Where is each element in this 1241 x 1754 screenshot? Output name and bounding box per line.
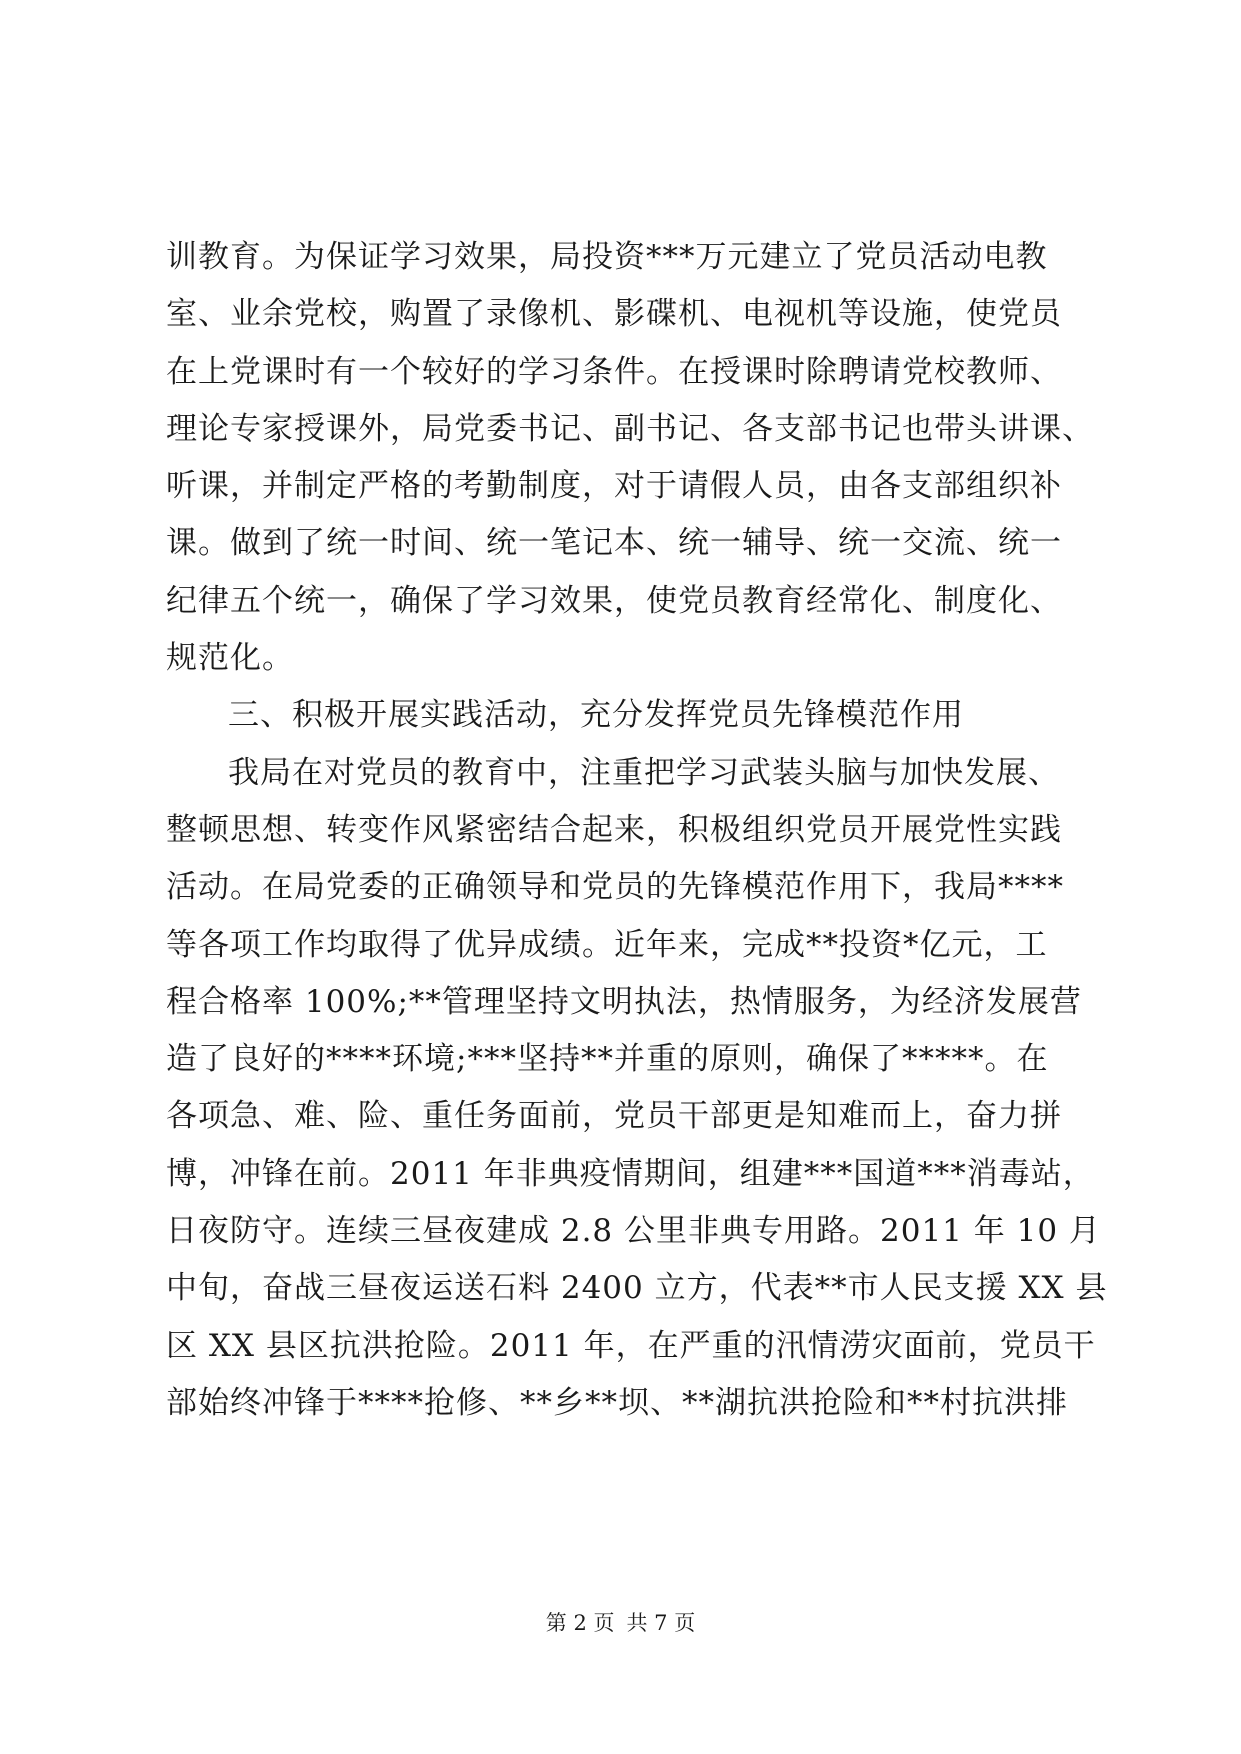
paragraph-2-line-6: 造了良好的****环境;***坚持**并重的原则，确保了*****。在 xyxy=(166,1041,1049,1078)
paragraph-2-line-11: 区 XX 县区抗洪抢险。2011 年，在严重的汛情涝灾面前，党员干 xyxy=(166,1327,1096,1364)
paragraph-2-line-12: 部始终冲锋于****抢修、**乡**坝、**湖抗洪抢险和**村抗洪排 xyxy=(166,1384,1068,1421)
page-footer xyxy=(0,1608,1241,1638)
paragraph-2-line-9: 日夜防守。连续三昼夜建成 2.8 公里非典专用路。2011 年 10 月 xyxy=(166,1213,1101,1250)
paragraph-2-line-1: 我局在对党员的教育中，注重把学习武装头脑与加快发展、 xyxy=(228,754,1060,791)
body-text xyxy=(166,229,1108,1432)
paragraph-1-line-6: 课。做到了统一时间、统一笔记本、统一辅导、统一交流、统一 xyxy=(166,525,1062,562)
section-heading: 三、积极开展实践活动，充分发挥党员先锋模范作用 xyxy=(228,697,964,734)
paragraph-2-line-3: 活动。在局党委的正确领导和党员的先锋模范作用下，我局**** xyxy=(166,869,1064,906)
page-number: 第 2 页 xyxy=(545,1611,615,1635)
paragraph-2-line-8: 博，冲锋在前。2011 年非典疫情期间，组建***国道***消毒站， xyxy=(166,1155,1095,1192)
paragraph-2-line-10: 中旬，奋战三昼夜运送石料 2400 立方，代表**市人民支援 XX 县 xyxy=(166,1270,1108,1307)
paragraph-1-line-8: 规范化。 xyxy=(166,640,294,677)
paragraph-1-line-1: 训教育。为保证学习效果，局投资***万元建立了党员活动电教 xyxy=(166,239,1048,275)
paragraph-2-line-7: 各项急、难、险、重任务面前，党员干部更是知难而上，奋力拼 xyxy=(166,1098,1062,1135)
paragraph-1-line-5: 听课，并制定严格的考勤制度，对于请假人员，由各支部组织补 xyxy=(166,468,1062,505)
paragraph-1-line-2: 室、业余党校，购置了录像机、影碟机、电视机等设施，使党员 xyxy=(166,296,1062,333)
paragraph-2-line-5: 程合格率 100%;**管理坚持文明执法，热情服务，为经济发展营 xyxy=(166,983,1082,1020)
paragraph-2-line-4: 等各项工作均取得了优异成绩。近年来，完成**投资*亿元，工 xyxy=(166,926,1048,963)
page-total: 共 7 页 xyxy=(626,1611,696,1635)
paragraph-1-line-7: 纪律五个统一，确保了学习效果，使党员教育经常化、制度化、 xyxy=(166,582,1062,619)
paragraph-2-line-2: 整顿思想、转变作风紧密结合起来，积极组织党员开展党性实践 xyxy=(166,811,1062,848)
paragraph-1-line-3: 在上党课时有一个较好的学习条件。在授课时除聘请党校教师、 xyxy=(166,353,1062,390)
paragraph-1-line-4: 理论专家授课外，局党委书记、副书记、各支部书记也带头讲课、 xyxy=(166,410,1094,447)
